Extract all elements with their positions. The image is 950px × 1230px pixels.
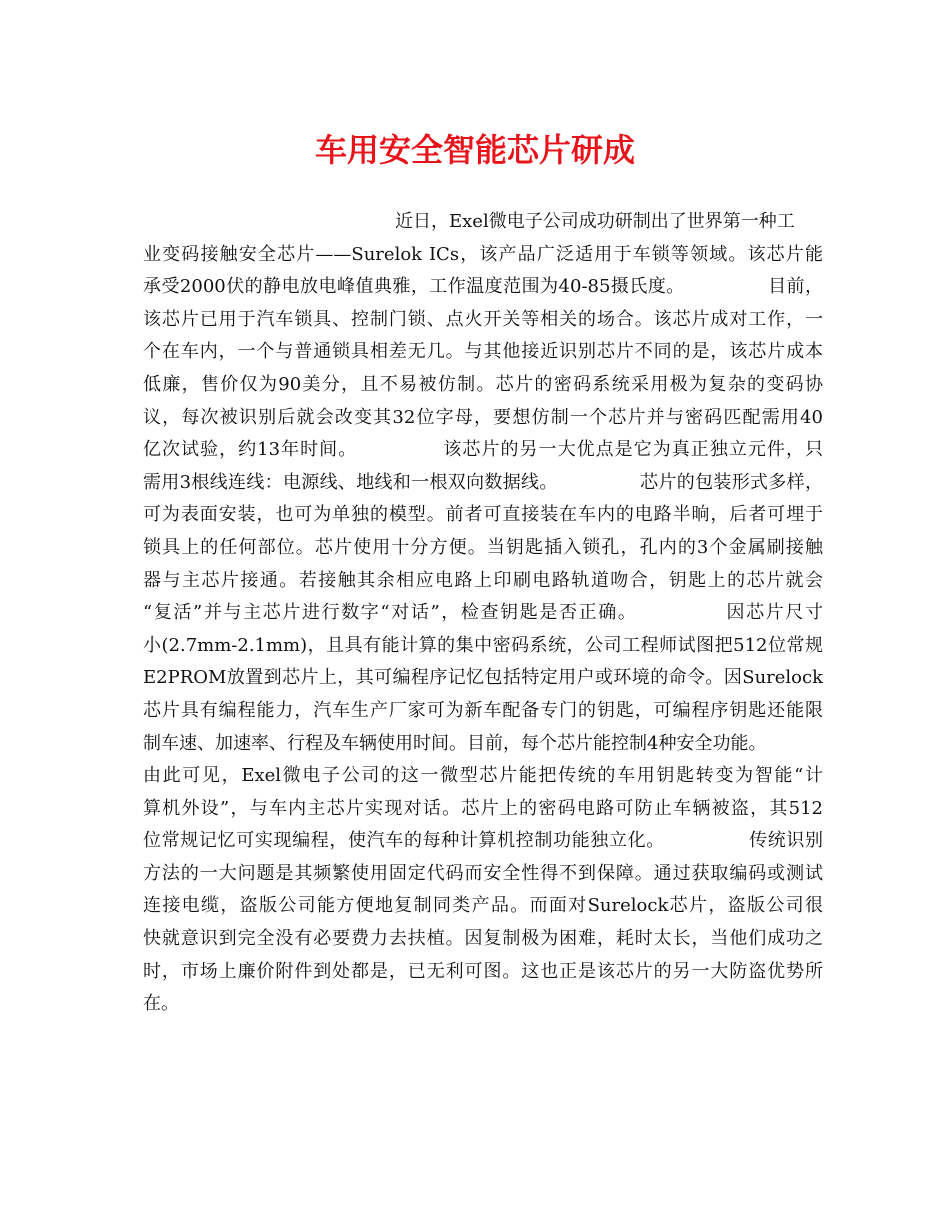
body-line: 快就意识到完全没有必要费力去扶植。因复制极为困难，耗时太长，当他们成功之: [143, 928, 823, 950]
body-line: 由此可见，Exel微电子公司的这一微型芯片能把传统的车用钥匙转变为智能“计: [143, 765, 823, 787]
article-body: [143, 206, 823, 1021]
body-line: 亿次试验，约13年时间。 该芯片的另一大优点是它为真正独立元件，只: [143, 439, 823, 461]
body-line: 近日，Exel微电子公司成功研制出了世界第一种工: [395, 211, 795, 232]
body-line: 锁具上的任何部位。芯片使用十分方便。当钥匙插入锁孔，孔内的3个金属刷接触: [143, 536, 823, 558]
body-line: 方法的一大问题是其频繁使用固定代码而安全性得不到保障。通过获取编码或测试: [143, 862, 823, 884]
body-line: 可为表面安装，也可为单独的模型。前者可直接装在车内的电路半晌，后者可埋于: [143, 504, 823, 526]
body-line: 需用3根线连线：电源线、地线和一根双向数据线。 芯片的包装形式多样，: [143, 471, 823, 493]
document-title: 车用安全智能芯片研成: [314, 131, 635, 169]
body-line: 制车速、加速率、行程及车辆使用时间。目前，每个芯片能控制4种安全功能。: [143, 732, 767, 754]
body-line: 该芯片已用于汽车锁具、控制门锁、点火开关等相关的场合。该芯片成对工作，一: [143, 308, 823, 330]
body-line: 低廉，售价仅为90美分，且不易被仿制。芯片的密码系统采用极为复杂的变码协: [143, 373, 823, 395]
body-line: E2PROM放置到芯片上，其可编程序记忆包括特定用户或环境的命令。因Surelock: [143, 667, 823, 689]
body-line: 器与主芯片接通。若接触其余相应电路上印刷电路轨道吻合，钥匙上的芯片就会: [143, 569, 823, 591]
body-line: 连接电缆，盗版公司能方便地复制同类产品。而面对Surelock芯片，盗版公司很: [143, 895, 823, 917]
body-line: 芯片具有编程能力，汽车生产厂家可为新车配备专门的钥匙，可编程序钥匙还能限: [143, 699, 823, 721]
body-line: “复活”并与主芯片进行数字“对话”，检查钥匙是否正确。 因芯片尺寸: [143, 602, 823, 624]
body-line: 业变码接触安全芯片——Surelok ICs，该产品广泛适用于车锁等领域。该芯片能: [143, 243, 823, 265]
body-line: 在。: [143, 993, 179, 1015]
body-line: 个在车内，一个与普通锁具相差无几。与其他接近识别芯片不同的是，该芯片成本: [143, 341, 823, 363]
body-line: 位常规记忆可实现编程，使汽车的每种计算机控制功能独立化。 传统识别: [143, 830, 823, 852]
body-line: 小(2.7mm-2.1mm)，且具有能计算的集中密码系统，公司工程师试图把512位常规: [143, 634, 823, 656]
body-line: 议，每次被识别后就会改变其32位字母，要想仿制一个芯片并与密码匹配需用40: [143, 406, 823, 428]
body-line: 承受2000伏的静电放电峰值典雅，工作温度范围为40-85摄氏度。 目前，: [143, 276, 823, 298]
body-line: 算机外设”，与车内主芯片实现对话。芯片上的密码电路可防止车辆被盗，其512: [143, 797, 823, 819]
body-line: 时，市场上廉价附件到处都是，已无利可图。这也正是该芯片的另一大防盗优势所: [143, 960, 823, 982]
